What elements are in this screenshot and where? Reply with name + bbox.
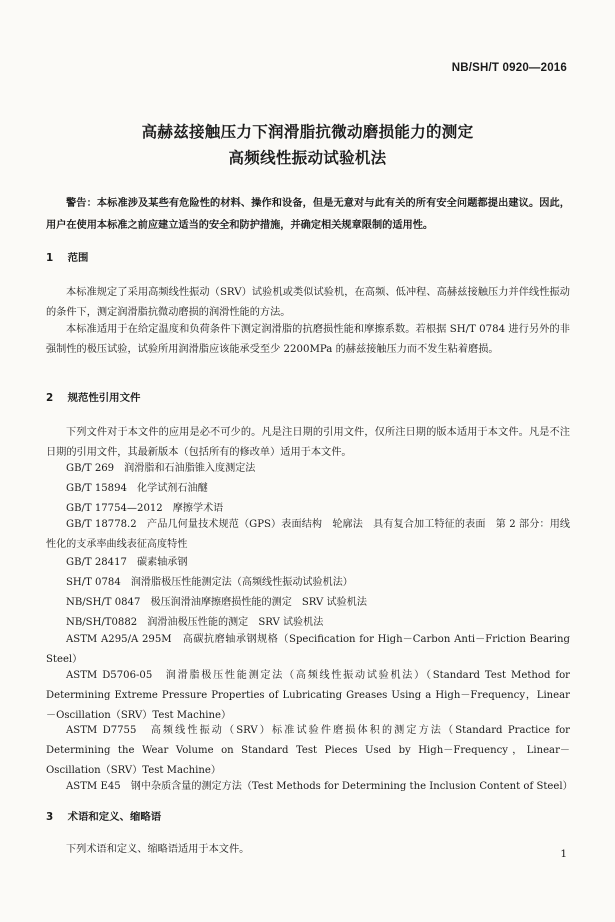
page-number: 1 xyxy=(560,848,567,860)
reference-item: ASTM D5706-05 润滑脂极压性能测定法（高频线性振动试验机法）（Standard Test Method for Determining Extreme Pressure Properties of Lubricating Greases Using a High－Frequency，Linear－Oscillation（SRV）Test Machine） xyxy=(46,670,570,721)
section-number: 2 xyxy=(46,392,54,404)
section-number: 3 xyxy=(46,811,54,823)
scope-paragraph-1: 本标准规定了采用高频线性振动（SRV）试验机或类似试验机，在高频、低冲程、高赫兹接触压力并伴线性振动的条件下，测定润滑脂抗微动磨损的润滑性能的方法。 xyxy=(46,287,570,318)
reference-item: GB/T 15894 化学试剂石油醚 xyxy=(66,483,208,494)
reference-item: NB/SH/T 0847 极压润滑油摩擦磨损性能的测定 SRV 试验机法 xyxy=(66,597,367,608)
reference-item: ASTM A295/A 295M 高碳抗磨轴承钢规格（Specification for High－Carbon Anti－Friction Bearing Steel） xyxy=(46,634,570,665)
section-3-heading xyxy=(46,808,161,823)
reference-item: ASTM D7755 高频线性振动（SRV）标准试验件磨损体积的测定方法（Standard Practice for Determining the Wear Volume on Standard Test Pieces Used by High－Frequency，Linear－Oscillation（SRV）Test Machine） xyxy=(46,725,570,776)
document-subtitle: 高频线性振动试验机法 xyxy=(228,149,387,167)
reference-item: NB/SH/T0882 润滑油极压性能的测定 SRV 试验机法 xyxy=(66,617,324,628)
references-intro: 下列文件对于本文件的应用是必不可少的。凡是注日期的引用文件，仅所注日期的版本适用于本文件。凡是不注日期的引用文件，其最新版本（包括所有的修改单）适用于本文件。 xyxy=(46,427,570,458)
scope-paragraph-2: 本标准适用于在给定温度和负荷条件下测定润滑脂的抗磨损性能和摩擦系数。若根据 SH/T 0784 进行另外的非强制性的极压试验，试验所用润滑脂应该能承受至少 2200MPa 的赫兹接触压力而不发生粘着磨损。 xyxy=(46,324,570,355)
reference-item: SH/T 0784 润滑脂极压性能测定法（高频线性振动试验机法） xyxy=(66,577,353,588)
section-number: 1 xyxy=(46,252,54,264)
reference-item: GB/T 18778.2 产品几何量技术规范（GPS）表面结构 轮廓法 具有复合加工特征的表面 第 2 部分：用线性化的支承率曲线表征高度特性 xyxy=(46,519,570,550)
section-title: 术语和定义、缩略语 xyxy=(67,811,162,823)
section-1-heading xyxy=(46,249,88,264)
section-title: 规范性引用文件 xyxy=(67,392,141,404)
safety-warning: 警告：本标准涉及某些有危险性的材料、操作和设备，但是无意对与此有关的所有安全问题都提出建议。因此，用户在使用本标准之前应建立适当的安全和防护措施，并确定相关规章限制的适用性。 xyxy=(46,198,570,231)
section-title: 范围 xyxy=(67,252,89,264)
standard-code: NB/SH/T 0920—2016 xyxy=(451,62,567,74)
reference-item: GB/T 17754—2012 摩擦学术语 xyxy=(66,503,224,514)
reference-item: GB/T 269 润滑脂和石油脂锥入度测定法 xyxy=(66,463,256,474)
reference-item: ASTM E45 钢中杂质含量的测定方法（Test Methods for Determining the Inclusion Content of Steel） xyxy=(66,781,573,792)
terms-intro: 下列术语和定义、缩略语适用于本文件。 xyxy=(66,844,250,855)
reference-item: GB/T 28417 碳素轴承钢 xyxy=(66,557,188,568)
document-title: 高赫兹接触压力下润滑脂抗微动磨损能力的测定 xyxy=(141,123,474,141)
section-2-heading xyxy=(46,389,140,404)
